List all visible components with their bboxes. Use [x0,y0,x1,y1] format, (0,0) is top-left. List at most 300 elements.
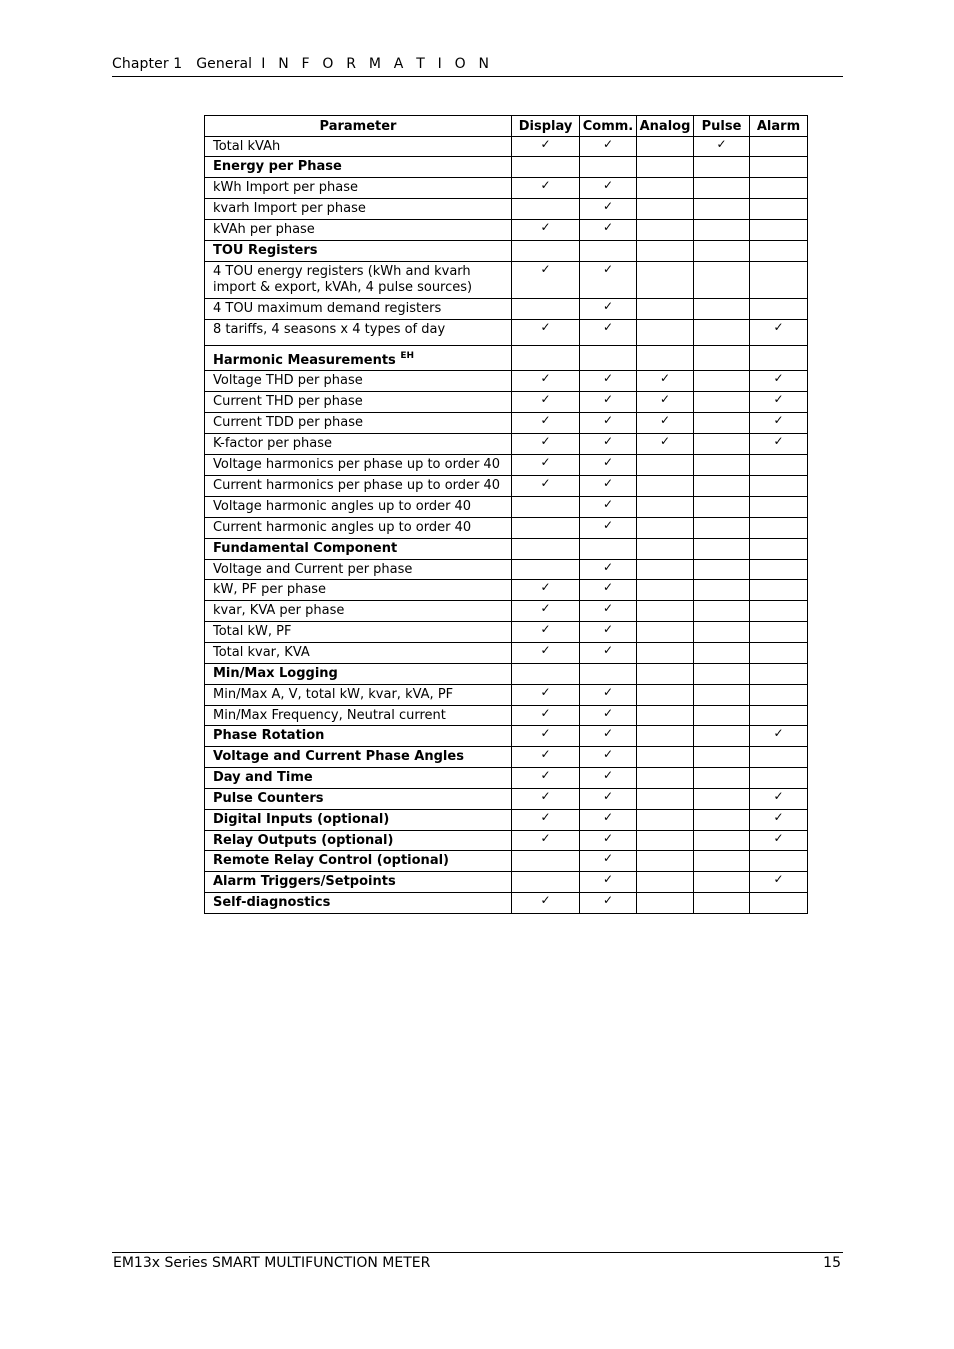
column-header-pulse: Pulse [694,116,750,137]
cell-analog [637,789,694,810]
cell-display [512,220,580,241]
cell-pulse [694,157,750,178]
cell-comm [580,580,637,601]
parameter-label: 4 TOU maximum demand registers [213,301,442,316]
cell-comm [580,560,637,580]
cell-display [512,413,580,434]
table-row [205,157,808,178]
parameter-label: Remote Relay Control (optional) [213,853,449,868]
cell-display [512,262,580,299]
cell-pulse [694,747,750,768]
cell-comm [580,643,637,664]
parameter-label: 8 tariffs, 4 seasons x 4 types of day [213,322,446,337]
parameter-label: K-factor per phase [213,436,333,451]
cell-alarm [750,539,808,560]
cell-display [512,137,580,157]
parameter-label: Min/Max Frequency, Neutral current [213,708,446,723]
cell-alarm [750,643,808,664]
check-icon: ✓ [602,789,614,803]
cell-alarm [750,320,808,346]
cell-analog [637,580,694,601]
parameter-label: kW, PF per phase [213,582,327,597]
check-icon: ✓ [602,622,614,636]
table-row [205,664,808,685]
check-icon: ✓ [602,220,614,234]
cell-alarm [750,685,808,706]
cell-alarm [750,706,808,726]
check-icon: ✓ [540,413,551,427]
cell-pulse [694,601,750,622]
parameters-table [204,115,808,914]
cell-display [512,157,580,178]
table-row [205,810,808,831]
cell-comm [580,539,637,560]
parameter-cell [205,199,512,220]
table-row [205,747,808,768]
check-icon: ✓ [773,726,784,740]
table-row [205,580,808,601]
parameter-cell [205,346,512,371]
cell-analog [637,643,694,664]
cell-pulse [694,893,750,914]
cell-alarm [750,810,808,831]
cell-pulse [694,346,750,371]
cell-comm [580,346,637,371]
cell-comm [580,622,637,643]
cell-analog [637,220,694,241]
table-row [205,706,808,726]
cell-comm [580,497,637,518]
table-row [205,497,808,518]
cell-alarm [750,371,808,392]
parameter-cell [205,137,512,157]
cell-display [512,706,580,726]
parameter-cell [205,851,512,872]
parameter-cell [205,371,512,392]
table-row [205,392,808,413]
parameter-label: Voltage and Current Phase Angles [213,749,464,764]
table-row [205,434,808,455]
cell-alarm [750,199,808,220]
parameter-label: Fundamental Component [213,541,398,556]
cell-comm [580,789,637,810]
table-row [205,831,808,851]
check-icon: ✓ [602,413,614,427]
check-icon: ✓ [602,518,614,532]
parameter-cell [205,622,512,643]
cell-pulse [694,199,750,220]
parameter-label: Min/Max Logging [213,666,338,681]
cell-comm [580,241,637,262]
parameter-label: kvar, KVA per phase [213,603,345,618]
parameter-label: TOU Registers [213,243,318,258]
cell-alarm [750,851,808,872]
parameter-label: Energy per Phase [213,159,342,174]
cell-analog [637,726,694,747]
cell-analog [637,810,694,831]
cell-display [512,810,580,831]
cell-comm [580,157,637,178]
parameter-cell [205,810,512,831]
cell-analog [637,262,694,299]
check-icon: ✓ [773,413,784,427]
cell-analog [637,518,694,539]
parameter-cell [205,320,512,346]
check-icon: ✓ [540,262,551,276]
cell-analog [637,137,694,157]
cell-comm [580,810,637,831]
cell-display [512,346,580,371]
cell-display [512,560,580,580]
cell-comm [580,434,637,455]
cell-display [512,789,580,810]
parameter-label: kvarh Import per phase [213,201,366,216]
check-icon: ✓ [773,831,784,845]
check-icon: ✓ [540,726,551,740]
cell-display [512,199,580,220]
cell-analog [637,768,694,789]
cell-display [512,768,580,789]
parameter-label: Current THD per phase [213,394,363,409]
cell-display [512,371,580,392]
table-row [205,560,808,580]
parameter-cell [205,497,512,518]
cell-comm [580,220,637,241]
table-row [205,320,808,346]
cell-alarm [750,413,808,434]
cell-display [512,831,580,851]
parameter-cell [205,872,512,893]
check-icon: ✓ [540,601,551,615]
table-row [205,685,808,706]
page-number: 15 [823,1255,841,1271]
check-icon: ✓ [602,455,614,469]
check-icon: ✓ [659,434,671,448]
cell-pulse [694,872,750,893]
parameter-label: Digital Inputs (optional) [213,812,390,827]
check-icon: ✓ [602,831,614,845]
cell-pulse [694,299,750,320]
cell-pulse [694,371,750,392]
cell-pulse [694,539,750,560]
table-row [205,789,808,810]
table-row [205,262,808,299]
check-icon: ✓ [716,137,727,151]
column-header-comm: Comm. [580,116,637,137]
cell-alarm [750,664,808,685]
cell-alarm [750,768,808,789]
cell-pulse [694,476,750,497]
cell-comm [580,768,637,789]
check-icon: ✓ [659,392,671,406]
table-row [205,518,808,539]
cell-alarm [750,893,808,914]
parameter-label: Alarm Triggers/Setpoints [213,874,396,889]
cell-analog [637,872,694,893]
cell-alarm [750,178,808,199]
check-icon: ✓ [602,810,614,824]
cell-comm [580,320,637,346]
cell-comm [580,893,637,914]
cell-analog [637,157,694,178]
table-row [205,178,808,199]
parameter-cell [205,392,512,413]
parameter-cell [205,262,512,299]
table-row [205,476,808,497]
cell-analog [637,622,694,643]
cell-display [512,455,580,476]
cell-analog [637,413,694,434]
cell-display [512,320,580,346]
cell-analog [637,392,694,413]
parameter-cell [205,157,512,178]
parameter-cell [205,299,512,320]
cell-analog [637,497,694,518]
check-icon: ✓ [540,643,551,657]
cell-alarm [750,747,808,768]
cell-comm [580,137,637,157]
check-icon: ✓ [540,768,551,782]
cell-alarm [750,434,808,455]
cell-display [512,518,580,539]
cell-comm [580,726,637,747]
check-icon: ✓ [540,455,551,469]
parameter-cell [205,518,512,539]
cell-alarm [750,346,808,371]
parameter-label: kWh Import per phase [213,180,358,195]
table-row [205,137,808,157]
check-icon: ✓ [602,685,614,699]
check-icon: ✓ [602,392,614,406]
cell-analog [637,371,694,392]
check-icon: ✓ [602,299,614,313]
parameter-label: Voltage THD per phase [213,373,363,388]
parameter-cell [205,643,512,664]
column-header-analog: Analog [637,116,694,137]
parameter-cell [205,560,512,580]
cell-analog [637,601,694,622]
section-title: I N F O R M A T I O N [261,56,494,72]
cell-analog [637,199,694,220]
cell-pulse [694,810,750,831]
check-icon: ✓ [602,137,614,151]
cell-analog [637,299,694,320]
cell-alarm [750,622,808,643]
cell-pulse [694,320,750,346]
cell-pulse [694,580,750,601]
table-row [205,893,808,914]
cell-pulse [694,178,750,199]
parameter-cell [205,601,512,622]
cell-alarm [750,726,808,747]
cell-alarm [750,560,808,580]
table-row [205,199,808,220]
parameter-cell [205,768,512,789]
cell-pulse [694,706,750,726]
table-row [205,299,808,320]
cell-display [512,685,580,706]
cell-alarm [750,392,808,413]
parameter-label: Voltage harmonics per phase up to order 40 [213,457,500,472]
check-icon: ✓ [602,476,614,490]
cell-pulse [694,220,750,241]
cell-alarm [750,872,808,893]
check-icon: ✓ [602,872,614,886]
parameter-label: Voltage harmonic angles up to order 40 [213,499,472,514]
table-header-row [205,116,808,137]
cell-alarm [750,455,808,476]
cell-pulse [694,455,750,476]
cell-pulse [694,664,750,685]
cell-comm [580,664,637,685]
check-icon: ✓ [540,622,551,636]
cell-display [512,726,580,747]
table-body [205,137,808,914]
check-icon: ✓ [659,371,671,385]
parameter-label: Voltage and Current per phase [213,562,413,577]
parameter-cell [205,706,512,726]
chapter-label: Chapter 1 [112,56,183,72]
parameter-cell [205,831,512,851]
cell-analog [637,893,694,914]
check-icon: ✓ [773,434,784,448]
cell-comm [580,476,637,497]
parameter-cell [205,178,512,199]
table-row [205,601,808,622]
cell-display [512,476,580,497]
cell-alarm [750,137,808,157]
cell-analog [637,851,694,872]
table-row [205,539,808,560]
cell-analog [637,747,694,768]
page-footer [112,1252,843,1275]
check-icon: ✓ [602,726,614,740]
cell-pulse [694,726,750,747]
cell-comm [580,831,637,851]
check-icon: ✓ [540,685,551,699]
cell-comm [580,299,637,320]
check-icon: ✓ [602,893,614,907]
parameter-cell [205,685,512,706]
check-icon: ✓ [540,893,551,907]
parameter-cell [205,726,512,747]
cell-analog [637,178,694,199]
check-icon: ✓ [602,580,614,594]
check-icon: ✓ [602,560,614,574]
cell-pulse [694,643,750,664]
check-icon: ✓ [602,320,614,334]
cell-pulse [694,137,750,157]
cell-analog [637,476,694,497]
check-icon: ✓ [773,872,784,886]
cell-comm [580,747,637,768]
parameter-label: Total kvar, KVA [213,645,310,660]
cell-comm [580,413,637,434]
cell-comm [580,392,637,413]
superscript-note: EH [400,351,415,361]
check-icon: ✓ [602,706,614,720]
table-row [205,768,808,789]
check-icon: ✓ [540,706,551,720]
parameter-label: 4 TOU energy registers (kWh and kvarh import & export, kVAh, 4 pulse sources) [213,264,473,295]
parameter-cell [205,664,512,685]
parameter-cell [205,455,512,476]
check-icon: ✓ [540,320,551,334]
check-icon: ✓ [540,580,551,594]
cell-comm [580,371,637,392]
check-icon: ✓ [540,220,551,234]
cell-analog [637,455,694,476]
check-icon: ✓ [540,747,551,761]
cell-analog [637,241,694,262]
parameter-label: Total kVAh [213,139,281,154]
cell-pulse [694,768,750,789]
check-icon: ✓ [602,262,614,276]
cell-analog [637,831,694,851]
cell-alarm [750,497,808,518]
parameter-cell [205,413,512,434]
check-icon: ✓ [602,434,614,448]
parameter-cell [205,893,512,914]
cell-display [512,497,580,518]
parameter-label: Current TDD per phase [213,415,364,430]
check-icon: ✓ [773,371,784,385]
cell-display [512,747,580,768]
parameter-label: Harmonic Measurements [213,353,396,368]
check-icon: ✓ [602,371,614,385]
check-icon: ✓ [540,371,551,385]
cell-analog [637,706,694,726]
cell-comm [580,851,637,872]
check-icon: ✓ [540,178,551,192]
parameter-cell [205,220,512,241]
check-icon: ✓ [773,320,784,334]
table-row [205,851,808,872]
parameter-label: Current harmonic angles up to order 40 [213,520,472,535]
parameter-cell [205,476,512,497]
check-icon: ✓ [602,199,614,213]
cell-display [512,299,580,320]
cell-comm [580,455,637,476]
cell-display [512,622,580,643]
cell-pulse [694,622,750,643]
parameter-cell [205,434,512,455]
check-icon: ✓ [540,789,551,803]
cell-pulse [694,560,750,580]
cell-comm [580,706,637,726]
section-word: General [196,56,253,72]
parameter-cell [205,241,512,262]
check-icon: ✓ [602,768,614,782]
cell-comm [580,178,637,199]
cell-pulse [694,434,750,455]
parameter-cell [205,580,512,601]
parameter-label: Current harmonics per phase up to order 40 [213,478,501,493]
page-header [112,56,843,77]
cell-pulse [694,413,750,434]
parameter-label: Pulse Counters [213,791,324,806]
parameter-label: Relay Outputs (optional) [213,833,394,848]
table-row [205,371,808,392]
table-row [205,455,808,476]
check-icon: ✓ [659,413,671,427]
check-icon: ✓ [602,851,614,865]
table-row [205,413,808,434]
cell-alarm [750,241,808,262]
cell-comm [580,199,637,220]
cell-analog [637,320,694,346]
cell-analog [637,664,694,685]
